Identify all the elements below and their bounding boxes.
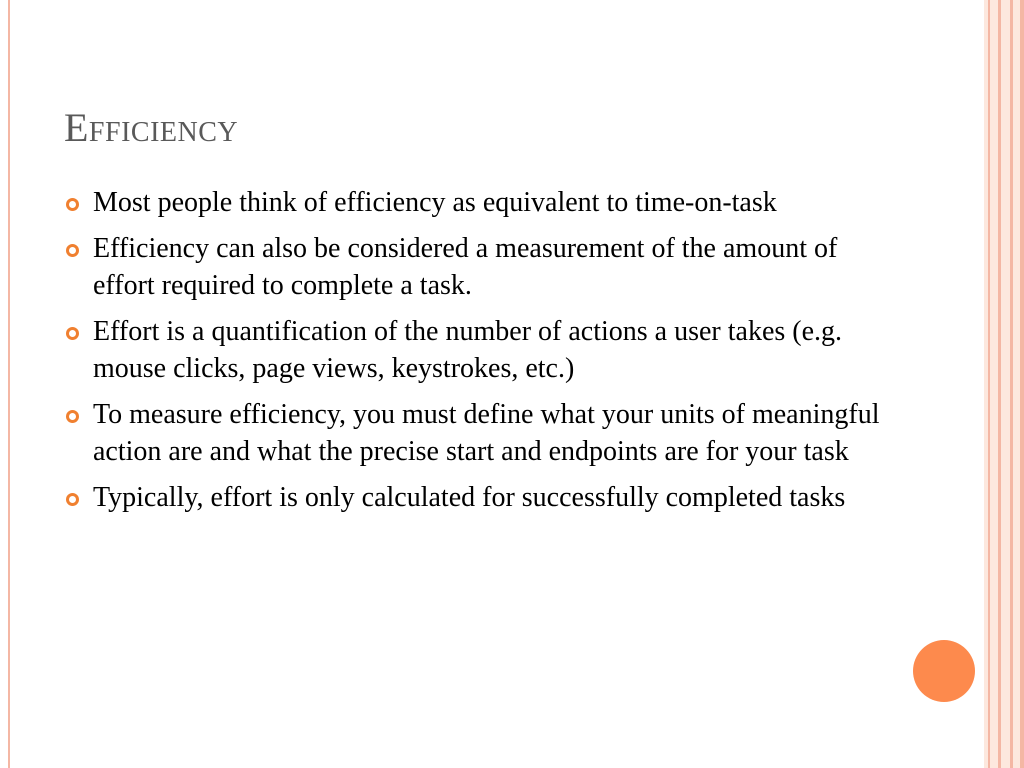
right-decorative-band: [984, 0, 1024, 768]
bullet-item: [64, 479, 894, 516]
bullet-text: Typically, effort is only calculated for successfully completed tasks: [93, 482, 846, 513]
bullet-circle-icon: [66, 493, 79, 506]
bullet-circle-icon: [66, 410, 79, 423]
bullet-item: [64, 396, 894, 470]
bullet-text: Effort is a quantification of the number of actions a user takes (e.g. mouse clicks, page views, keystrokes, etc.): [93, 316, 843, 384]
bullet-text: Efficiency can also be considered a measurement of the amount of effort required to complete a task.: [93, 233, 838, 301]
decorative-orange-circle: [913, 640, 975, 702]
decorative-stripe: [1020, 0, 1024, 768]
bullet-text: To measure efficiency, you must define what your units of meaningful action are and what the precise start and endpoints are for your task: [93, 399, 880, 467]
decorative-stripe: [1010, 0, 1013, 768]
slide-title: Efficiency: [64, 105, 239, 150]
left-decorative-rule: [8, 0, 10, 768]
bullet-circle-icon: [66, 327, 79, 340]
bullet-text: Most people think of efficiency as equivalent to time-on-task: [93, 187, 777, 218]
bullet-list: [64, 184, 894, 525]
decorative-stripe: [988, 0, 990, 768]
decorative-stripe: [998, 0, 1001, 768]
bullet-circle-icon: [66, 198, 79, 211]
bullet-item: [64, 184, 894, 221]
bullet-circle-icon: [66, 244, 79, 257]
bullet-item: [64, 230, 894, 304]
bullet-item: [64, 313, 894, 387]
